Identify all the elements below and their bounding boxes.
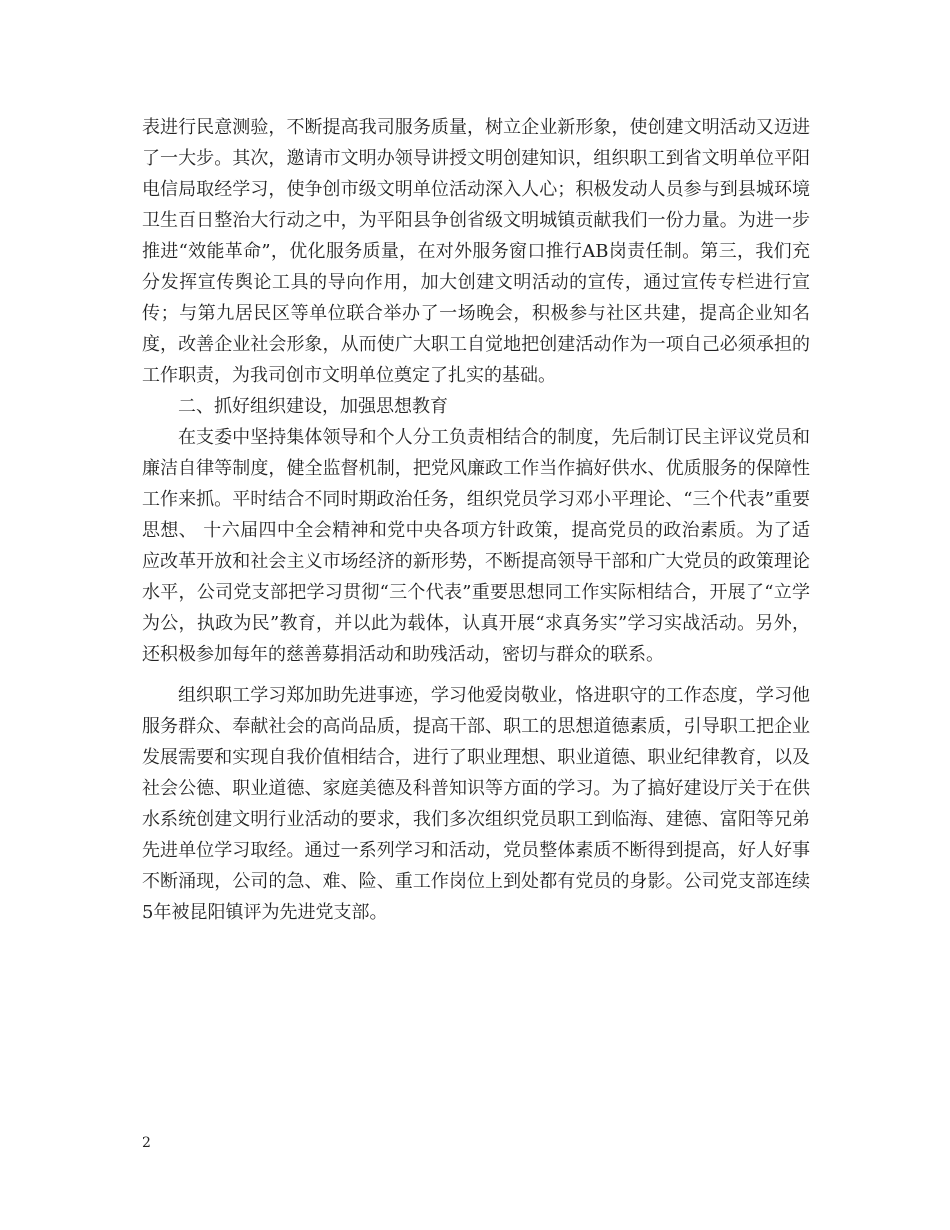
section-heading: 二、抓好组织建设，加强思想教育	[178, 396, 448, 417]
page-number: 2	[142, 1135, 151, 1151]
paragraph-continued: 表进行民意测验，不断提高我司服务质量，树立企业新形象，使创建文明活动又迈进了一大步。其次，邀请市文明办领导讲授文明创建知识，组织职工到省文明单位平阳电信局取经学习，使争创市级文明单位活动深入人心；积极发动人员参与到县城环境卫生百日整治大行动之中，为平阳县争创省级文明城镇贡献我们一份力量。为进一步推进“效能革命”，优化服务质量，在对外服务窗口推行AB岗责任制。第三，我们充分发挥宣传舆论工具的导向作用，加大创建文明活动的宣传，通过宣传专栏进行宣传；与第九居民区等单位联合举办了一场晚会，积极参与社区共建，提高企业知名度，改善企业社会形象，从而使广大职工自觉地把创建活动作为一项自己必须承担的工作职责，为我司创市文明单位奠定了扎实的基础。	[142, 117, 810, 386]
document-body	[142, 112, 810, 928]
paragraph: 在支委中坚持集体领导和个人分工负责相结合的制度，先后制订民主评议党员和廉洁自律等制度，健全监督机制，把党风廉政工作当作搞好供水、优质服务的保障性工作来抓。平时结合不同时期政治任务，组织党员学习邓小平理论、“三个代表”重要思想、 十六届四中全会精神和党中央各项方针政策，提高党员的政治素质。为了适应改革开放和社会主义市场经济的新形势，不断提高领导干部和广大党员的政策理论水平，公司党支部把学习贯彻“三个代表”重要思想同工作实际相结合，开展了“立学为公，执政为民”教育，并以此为载体，认真开展“求真务实”学习实战活动。另外，还积极参加每年的慈善募捐活动和助残活动，密切与群众的联系。	[142, 427, 810, 665]
paragraph: 组织职工学习郑加助先进事迹，学习他爱岗敬业，恪进职守的工作态度，学习他服务群众、奉献社会的高尚品质，提高干部、职工的思想道德素质，引导职工把企业发展需要和实现自我价值相结合，进行了职业理想、职业道德、职业纪律教育，以及社会公德、职业道德、家庭美德及科普知识等方面的学习。为了搞好建设厅关于在供水系统创建文明行业活动的要求，我们多次组织党员职工到临海、建德、富阳等兄弟先进单位学习取经。通过一系列学习和活动，党员整体素质不断得到提高，好人好事不断涌现，公司的急、难、险、重工作岗位上到处都有党员的身影。公司党支部连续5年被昆阳镇评为先进党支部。	[142, 685, 810, 923]
